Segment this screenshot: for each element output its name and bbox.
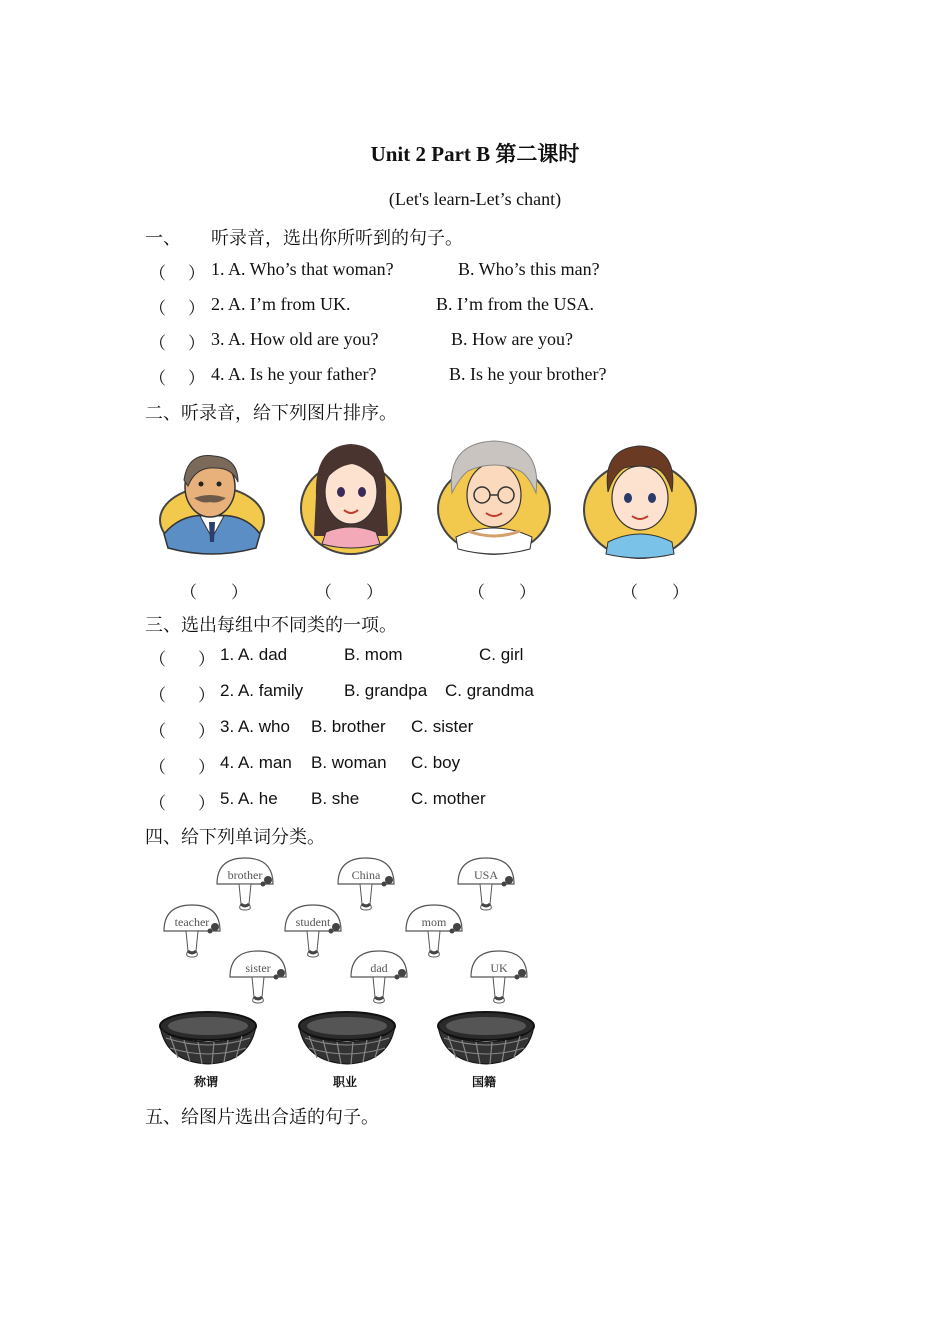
answer-paren-close: ） (188, 334, 205, 353)
basket-label: 称谓 (193, 1075, 218, 1089)
basket-icon[interactable] (434, 1006, 538, 1074)
answer-paren-open[interactable]: （ (149, 794, 166, 813)
option-c: C. sister (411, 717, 474, 736)
option-a: 3. A. who (220, 717, 290, 736)
option-c: C. mother (411, 789, 486, 808)
mushroom-word-card[interactable] (347, 947, 411, 1007)
mushroom-word-card[interactable] (160, 901, 224, 961)
answer-paren-open[interactable]: （ (149, 758, 166, 777)
answer-paren-close: ） (198, 722, 215, 741)
section1-heading-num: 一、 (145, 228, 181, 249)
grandpa-face-icon (152, 442, 272, 572)
answer-paren-close: ） (188, 299, 205, 318)
mushroom-word: brother (227, 868, 263, 882)
option-b: B. grandpa (344, 681, 428, 700)
option-a: 1. A. Who’s that woman? (211, 259, 394, 279)
mushroom-word: dad (370, 961, 388, 975)
option-b: B. brother (311, 717, 386, 736)
face-4-answer[interactable]: （ ） (621, 583, 689, 602)
option-b: B. Is he your brother? (449, 364, 607, 384)
option-a: 4. A. Is he your father? (211, 364, 377, 384)
mushroom-word-card[interactable] (226, 947, 290, 1007)
mushroom-word: sister (245, 961, 271, 975)
page-subtitle: (Let's learn-Let’s chant) (388, 189, 562, 209)
answer-paren-close: ） (198, 686, 215, 705)
basket-icon[interactable] (156, 1006, 260, 1074)
mushroom-word: China (351, 868, 381, 882)
boy-face-icon (580, 438, 700, 568)
option-a: 3. A. How old are you? (211, 329, 379, 349)
option-a: 1. A. dad (220, 645, 288, 664)
mushroom-word-card[interactable] (402, 901, 466, 961)
section3-heading: 三、选出每组中不同类的一项。 (145, 615, 397, 636)
section2-heading: 二、听录音，给下列图片排序。 (145, 403, 397, 424)
answer-paren-close: ） (198, 758, 215, 777)
mushroom-word: mom (421, 915, 447, 929)
option-a: 4. A. man (220, 753, 292, 772)
page-title: Unit 2 Part B 第二课时 (370, 142, 580, 166)
mushroom-word: USA (473, 868, 499, 882)
option-a: 2. A. I’m from UK. (211, 294, 351, 314)
mushroom-word-card[interactable] (281, 901, 345, 961)
answer-paren-close: ） (188, 264, 205, 283)
mushroom-word-card[interactable] (467, 947, 531, 1007)
option-b: B. mom (344, 645, 403, 664)
answer-paren-open[interactable]: （ (149, 334, 166, 353)
option-a: 2. A. family (220, 681, 304, 700)
section5-heading: 五、给图片选出合适的句子。 (145, 1107, 379, 1128)
answer-paren-open[interactable]: （ (149, 650, 166, 669)
mushroom-word: teacher (174, 915, 210, 929)
answer-paren-close: ） (188, 369, 205, 388)
answer-paren-open[interactable]: （ (149, 369, 166, 388)
option-b: B. I’m from the USA. (436, 294, 594, 314)
basket-label: 职业 (332, 1075, 357, 1089)
option-b: B. she (311, 789, 360, 808)
option-b: B. Who’s this man? (458, 259, 600, 279)
face-3-answer[interactable]: （ ） (468, 583, 536, 602)
face-2-answer[interactable]: （ ） (315, 583, 383, 602)
option-c: C. girl (479, 645, 524, 664)
answer-paren-open[interactable]: （ (149, 722, 166, 741)
answer-paren-open[interactable]: （ (149, 264, 166, 283)
option-b: B. woman (311, 753, 387, 772)
answer-paren-close: ） (198, 794, 215, 813)
answer-paren-open[interactable]: （ (149, 686, 166, 705)
face-1-answer[interactable]: （ ） (180, 583, 248, 602)
option-c: C. boy (411, 753, 461, 772)
mushroom-word: UK (490, 961, 508, 975)
option-b: B. How are you? (451, 329, 573, 349)
section1-heading: 听录音，选出你所听到的句子。 (211, 228, 463, 249)
option-a: 5. A. he (220, 789, 278, 808)
grandma-face-icon (434, 437, 554, 567)
basket-label: 国籍 (471, 1075, 496, 1089)
option-c: C. grandma (445, 681, 534, 700)
section4-heading: 四、给下列单词分类。 (145, 827, 325, 848)
answer-paren-close: ） (198, 650, 215, 669)
mushroom-word: student (295, 915, 331, 929)
basket-icon[interactable] (295, 1006, 399, 1074)
girl-face-icon (296, 436, 416, 566)
answer-paren-open[interactable]: （ (149, 299, 166, 318)
